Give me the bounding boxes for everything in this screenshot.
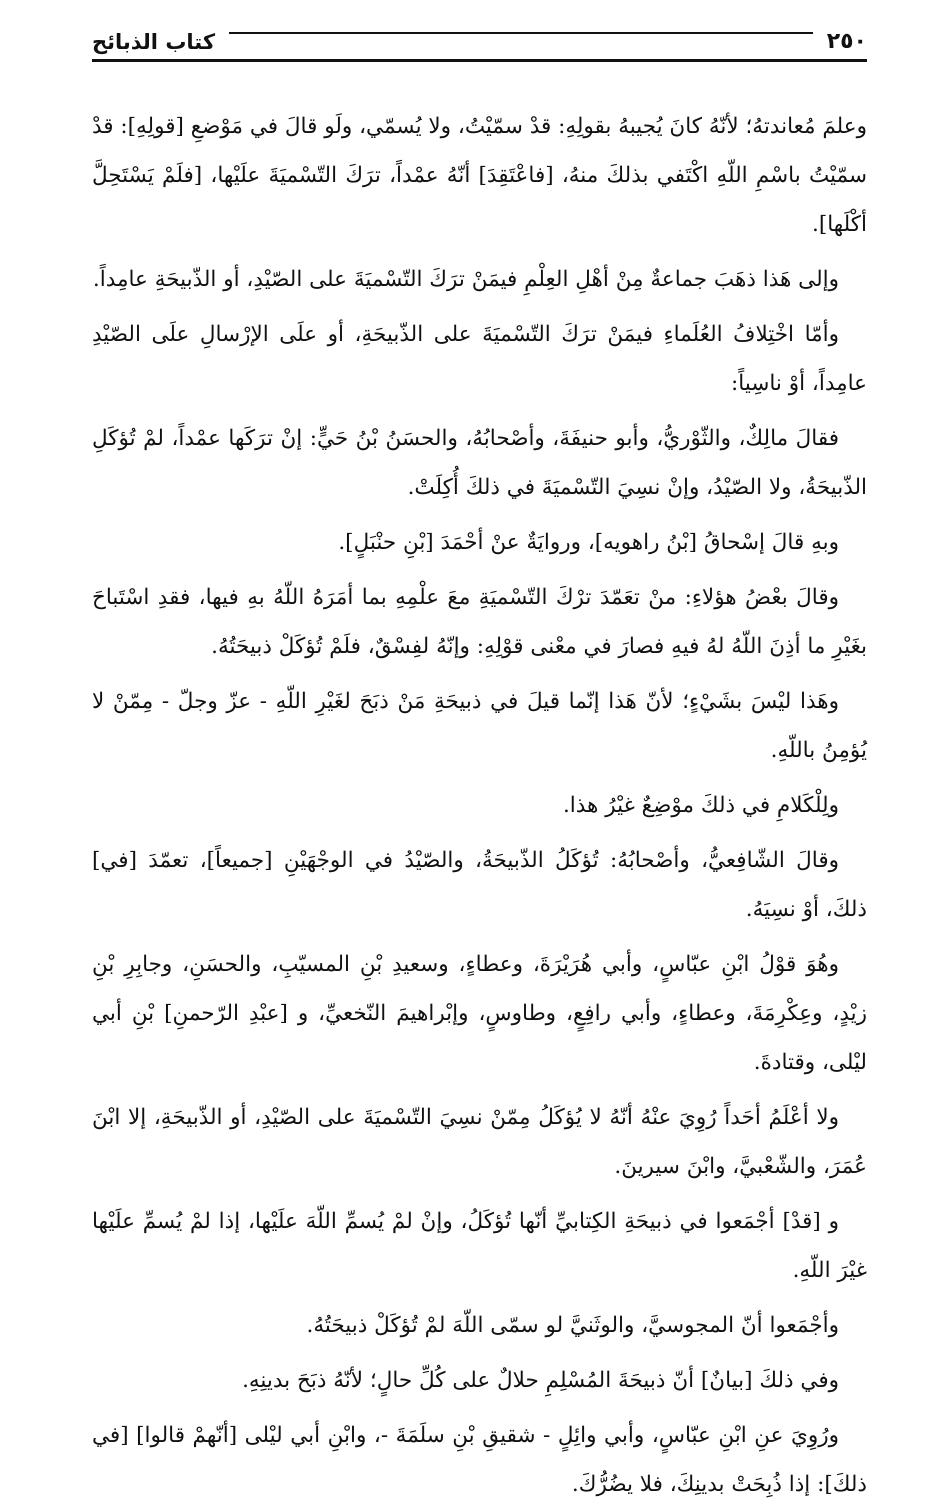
paragraph: وهُوَ قوْلُ ابْنِ عبّاسٍ، وأبي هُرَيْرَةَ، وعطاءٍ، وسعيدِ بْنِ المسيّبِ، والحسَنِ، وجابِرِ بْنِ زيْدٍ، وعِكْرِمَةَ، وعطاءٍ، وأبي رافِعٍ، وطاوسٍ، وإبْراهيمَ النّخعيِّ، و [عبْدِ الرّحمنِ] بْنِ أبي ليْلى، وقتادةَ. xyxy=(92,952,867,1075)
paragraph: ورُوِيَ عنِ ابْنِ عبّاسٍ، وأبي وائِلٍ - شقيقِ بْنِ سلَمَةَ -، وابْنِ أبي ليْلى [أنّهمْ قالوا] [في ذلكَ]: إذا ذُبِحَتْ بدينِكَ، فلا يضُرُّكَ. xyxy=(92,1423,867,1497)
paragraph: ولِلْكَلامِ في ذلكَ موْضِعٌ غيْرُ هذا. xyxy=(562,793,839,818)
paragraph: وأمّا اخْتِلافُ العُلَماءِ فيمَنْ ترَكَ التّسْميَةَ على الذّبيحَةِ، أو علَى الإرْسالِ علَى الصّيْدِ عامِداً، أوْ ناسِياً: xyxy=(92,322,867,396)
paragraph: و [قدْ] أجْمَعوا في ذبيحَةِ الكِتابيِّ أنّها تُؤكَلُ، وإنْ لمْ يُسمِّ اللّهَ علَيْها، إذا لمْ يُسمِّ علَيْها غيْرَ اللّهِ. xyxy=(92,1209,867,1283)
body-text xyxy=(92,102,867,1509)
page-number: ٢٥٠ xyxy=(826,29,867,54)
page-header xyxy=(92,18,867,62)
book-title: كتاب الذبائح xyxy=(92,30,216,54)
paragraph: فقالَ مالِكٌ، والثّوْريُّ، وأبو حنيفَةَ، وأصْحابُهُ، والحسَنُ بْنُ حَيٍّ: إنْ ترَكَها عمْداً، لمْ تُؤكَلِ الذّبيحَةُ، ولا الصّيْدُ، وإنْ نسِيَ التّسْميَةَ في ذلكَ أُكِلَتْ. xyxy=(92,426,867,500)
book-page xyxy=(92,18,867,1497)
paragraph: وهَذا ليْسَ بشَيْءٍ؛ لأنّ هَذا إنّما قيلَ في ذبيحَةِ مَنْ ذبَحَ لغَيْرِ اللّهِ - عزّ وجلّ - مِمّنْ لا يُؤمِنُ باللّهِ. xyxy=(92,689,867,763)
paragraph: وإلى هَذا ذهَبَ جماعةٌ مِنْ أهْلِ العِلْمِ فيمَنْ ترَكَ التّسْميَةَ على الصّيْدِ، أو الذّبيحَةِ عامِداً. xyxy=(92,267,839,292)
paragraph: وقالَ الشّافِعيُّ، وأصْحابُهُ: تُؤكَلُ الذّبيحَةُ، والصّيْدُ في الوجْهَيْنِ [جميعاً]، تعمّدَ [في] ذلكَ، أوْ نسِيَهُ. xyxy=(92,848,867,922)
paragraph: وبهِ قالَ إسْحاقُ [بْنُ راهويه]، وروايَةٌ عنْ أحْمَدَ [بْنِ حنْبَلٍ]. xyxy=(338,530,839,555)
paragraph: وعلمَ مُعاندتهُ؛ لأنّهُ كانَ يُجيبهُ بقولِهِ: قدْ سمّيْتُ، ولا يُسمّي، ولَو قالَ في مَوْضعِ [قولِهِ]: قدْ سمّيْتُ باسْمِ اللّهِ اكْتَفي بذلكَ منهُ، [فاعْتَقِدَ] أنّهُ عمْداً، ترَكَ التّسْميَةَ علَيْها، [فلَمْ يَسْتَحِلَّ أكْلَها]. xyxy=(92,114,867,237)
header-rule xyxy=(229,32,813,34)
paragraph: ولا أعْلَمُ أحَداً رُوِيَ عنْهُ أنّهُ لا يُؤكَلُ مِمّنْ نسِيَ التّسْميَةَ على الصّيْدِ، أو الذّبيحَةِ، إلا ابْنَ عُمَرَ، والشّعْبيَّ، وابْنَ سيرينَ. xyxy=(92,1105,867,1179)
paragraph: وفي ذلكَ [بيانٌ] أنّ ذبيحَةَ المُسْلِمِ حلالٌ على كُلِّ حالٍ؛ لأنّهُ ذبَحَ بدينِهِ. xyxy=(242,1368,839,1393)
paragraph: وقالَ بعْضُ هؤلاءِ: منْ تعَمّدَ ترْكَ التّسْميَةِ معَ علْمِهِ بما أمَرَهُ اللّهُ بهِ فيها، فقدِ اسْتَباحَ بغَيْرِ ما أذِنَ اللّهُ لهُ فيهِ فصارَ في معْنى قوْلِهِ: وإنّهُ لفِسْقٌ، فلَمْ تُؤكَلْ ذبيحَتُهُ. xyxy=(92,585,867,659)
paragraph: وأجْمَعوا أنّ المجوسيَّ، والوثَنيَّ لو سمّى اللّهَ لمْ تُؤكَلْ ذبيحَتُهُ. xyxy=(306,1313,839,1338)
